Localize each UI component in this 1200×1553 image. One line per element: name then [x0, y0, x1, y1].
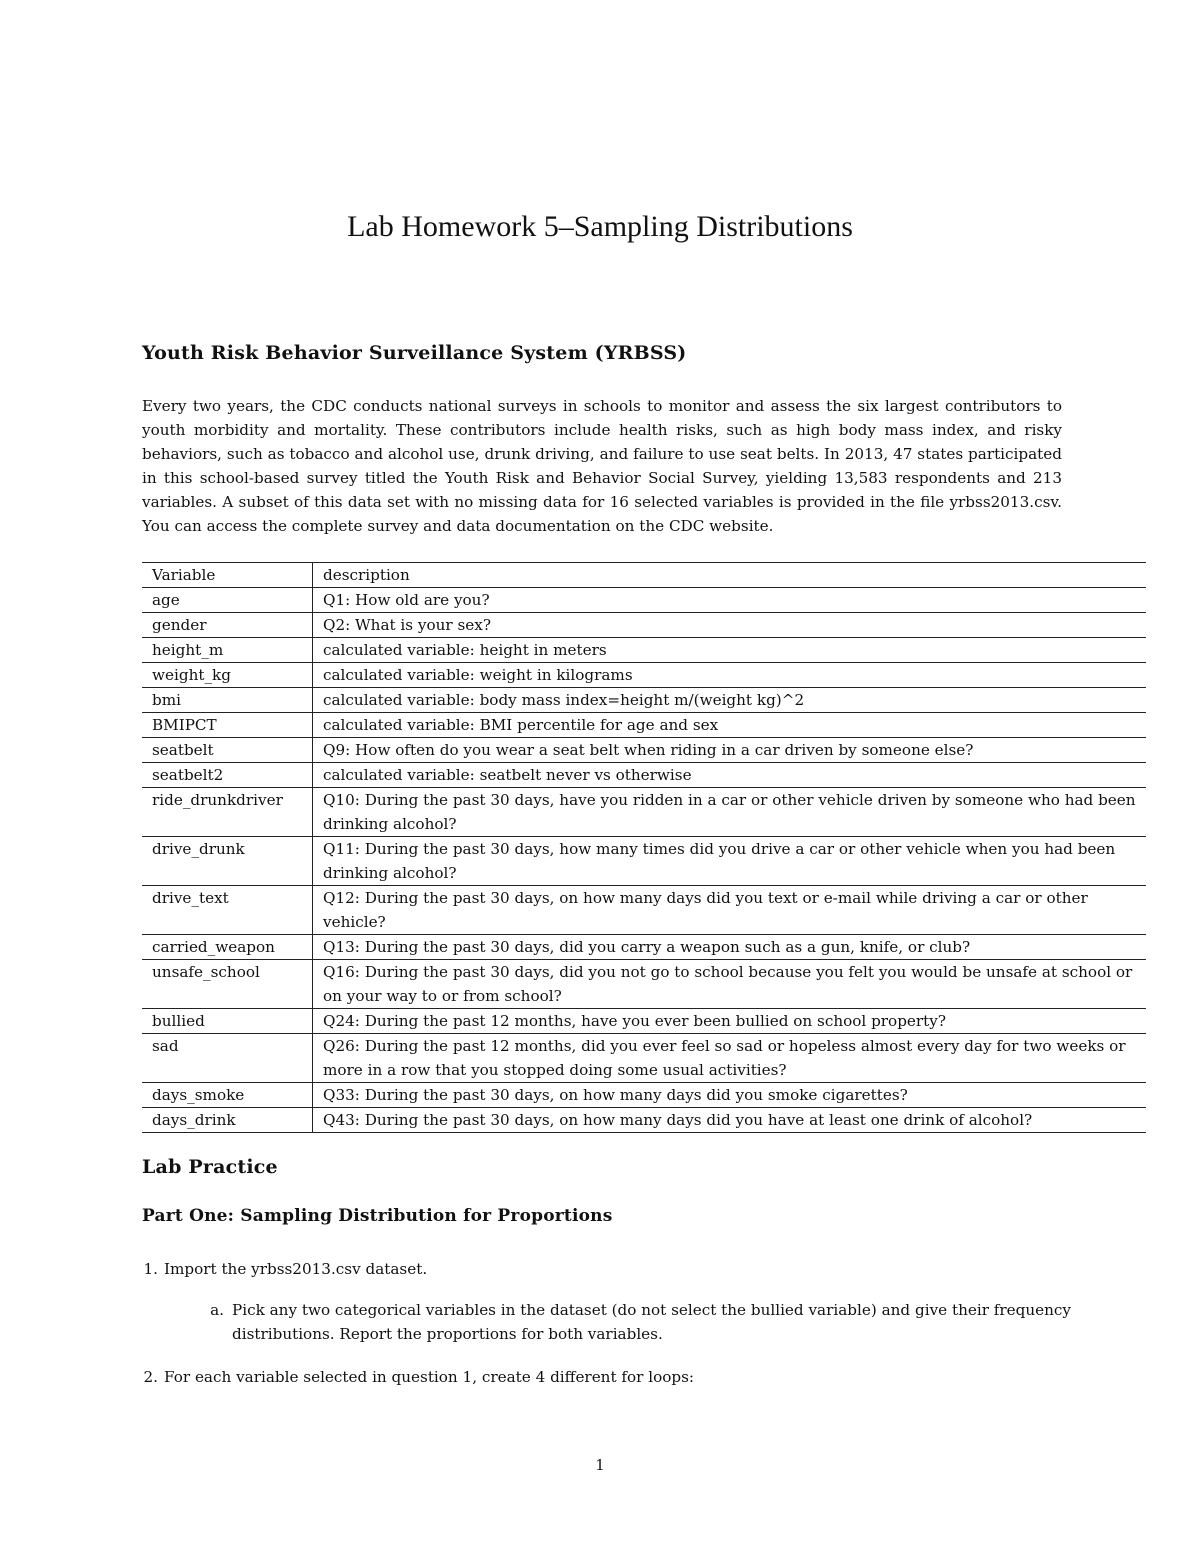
variable-description-cell: Q24: During the past 12 months, have you ever been bullied on school property? — [313, 1009, 1147, 1034]
variable-description-cell: Q10: During the past 30 days, have you ridden in a car or other vehicle driven by someone who had been drinking alcohol? — [313, 788, 1147, 837]
variable-description-cell: Q43: During the past 30 days, on how many days did you have at least one drink of alcohol? — [313, 1108, 1147, 1133]
variable-name-cell: sad — [142, 1034, 313, 1083]
variable-name-cell: ride_drunkdriver — [142, 788, 313, 837]
question-1-text: Import the yrbss2013.csv dataset. — [164, 1260, 428, 1278]
table-row — [142, 935, 1146, 960]
variable-name-cell: age — [142, 588, 313, 613]
table-row — [142, 788, 1146, 837]
variable-description-cell: calculated variable: weight in kilograms — [313, 663, 1147, 688]
question-1 — [132, 1257, 427, 1281]
variable-description-cell: Q16: During the past 30 days, did you not go to school because you felt you would be unsafe at school or on your way to or from school? — [313, 960, 1147, 1009]
table-row — [142, 1083, 1146, 1108]
question-2 — [132, 1365, 694, 1389]
variable-name-cell: BMIPCT — [142, 713, 313, 738]
variable-description-cell: Q33: During the past 30 days, on how many days did you smoke cigarettes? — [313, 1083, 1147, 1108]
header-description: description — [313, 563, 1147, 588]
variable-name-cell: gender — [142, 613, 313, 638]
table-row — [142, 588, 1146, 613]
table-row — [142, 960, 1146, 1009]
variable-name-cell: seatbelt2 — [142, 763, 313, 788]
variable-name-cell: days_smoke — [142, 1083, 313, 1108]
table-row — [142, 837, 1146, 886]
table-row — [142, 713, 1146, 738]
variable-description-cell: calculated variable: height in meters — [313, 638, 1147, 663]
variable-description-cell: Q26: During the past 12 months, did you ever feel so sad or hopeless almost every day for two weeks or more in a row that you stopped doing some usual activities? — [313, 1034, 1147, 1083]
variable-name-cell: drive_text — [142, 886, 313, 935]
variable-description-cell: Q11: During the past 30 days, how many times did you drive a car or other vehicle when you had been drinking alcohol? — [313, 837, 1147, 886]
variable-name-cell: days_drink — [142, 1108, 313, 1133]
intro-paragraph: Every two years, the CDC conducts national surveys in schools to monitor and assess the six largest contributors to youth morbidity and mortality. These contributors include health risks, such as high body mass index, and risky behaviors, such as tobacco and alcohol use, drunk driving, and failure to use seat belts. In 2013, 47 states participated in this school-based survey titled the Youth Risk and Behavior Social Survey, yielding 13,583 respondents and 213 variables. A subset of this data set with no missing data for 16 selected variables is provided in the file yrbss2013.csv. You can access the complete survey and data documentation on the CDC website. — [142, 397, 1062, 535]
table-row — [142, 1034, 1146, 1083]
variable-name-cell: height_m — [142, 638, 313, 663]
question-2-number: 2. — [143, 1368, 158, 1386]
table-row — [142, 886, 1146, 935]
question-1a — [200, 1298, 1080, 1346]
section-heading-lab-practice: Lab Practice — [142, 1156, 278, 1178]
question-2-text: For each variable selected in question 1, create 4 different for loops: — [164, 1368, 695, 1386]
variable-name-cell: bmi — [142, 688, 313, 713]
variable-description-cell: calculated variable: body mass index=height m/(weight kg)^2 — [313, 688, 1147, 713]
table-row — [142, 688, 1146, 713]
table-row — [142, 1009, 1146, 1034]
variable-name-cell: carried_weapon — [142, 935, 313, 960]
header-variable: Variable — [142, 563, 313, 588]
variable-description-cell: calculated variable: seatbelt never vs otherwise — [313, 763, 1147, 788]
question-1-number: 1. — [143, 1260, 158, 1278]
section-heading-yrbss: Youth Risk Behavior Surveillance System (YRBSS) — [142, 342, 687, 364]
question-1a-number: a. — [210, 1301, 224, 1319]
subheading-part-one: Part One: Sampling Distribution for Proportions — [142, 1206, 613, 1226]
variable-description-cell: Q9: How often do you wear a seat belt when riding in a car driven by someone else? — [313, 738, 1147, 763]
variable-name-cell: weight_kg — [142, 663, 313, 688]
table-row — [142, 638, 1146, 663]
page-title: Lab Homework 5–Sampling Distributions — [347, 210, 853, 243]
table-row — [142, 738, 1146, 763]
variable-name-cell: bullied — [142, 1009, 313, 1034]
variable-description-cell: Q13: During the past 30 days, did you carry a weapon such as a gun, knife, or club? — [313, 935, 1147, 960]
variable-name-cell: drive_drunk — [142, 837, 313, 886]
page-number: 1 — [595, 1456, 605, 1474]
table-row — [142, 663, 1146, 688]
table-header-row — [142, 563, 1146, 588]
variable-name-cell: seatbelt — [142, 738, 313, 763]
table-row — [142, 1108, 1146, 1133]
table-row — [142, 763, 1146, 788]
variable-description-cell: calculated variable: BMI percentile for age and sex — [313, 713, 1147, 738]
variable-description-cell: Q1: How old are you? — [313, 588, 1147, 613]
variable-name-cell: unsafe_school — [142, 960, 313, 1009]
table-row — [142, 613, 1146, 638]
question-1a-text: Pick any two categorical variables in the dataset (do not select the bullied variable) and give their frequency distributions. Report the proportions for both variables. — [232, 1301, 1072, 1343]
variables-table — [142, 562, 1146, 1133]
variable-description-cell: Q12: During the past 30 days, on how many days did you text or e-mail while driving a car or other vehicle? — [313, 886, 1147, 935]
variable-description-cell: Q2: What is your sex? — [313, 613, 1147, 638]
